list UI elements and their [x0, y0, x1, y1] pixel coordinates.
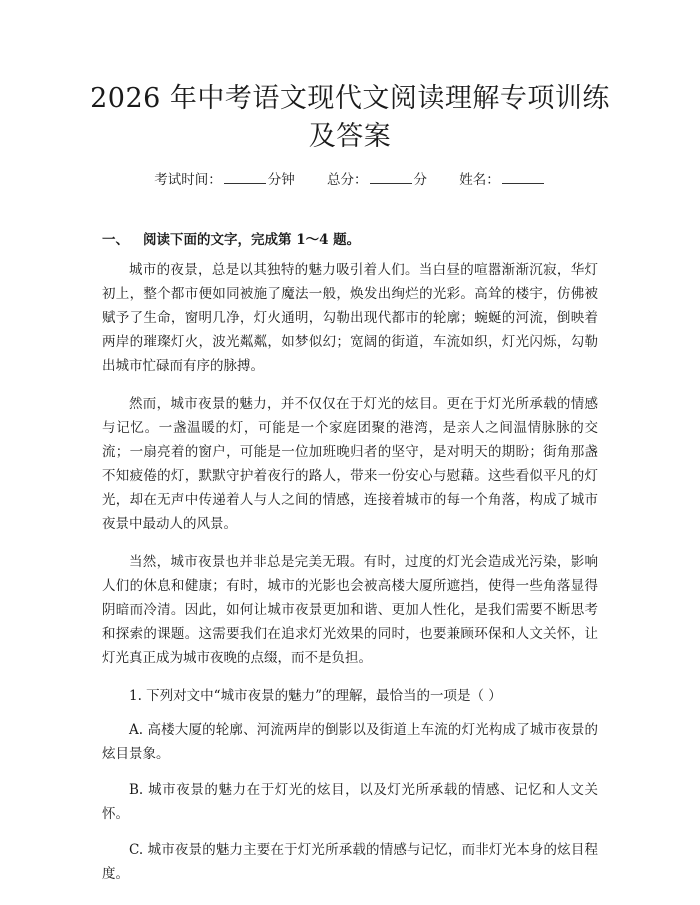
total-score-blank[interactable]	[370, 169, 412, 184]
exam-time-label: 考试时间：	[154, 172, 222, 188]
name-blank[interactable]	[502, 169, 544, 184]
passage-paragraph: 城市的夜景，总是以其独特的魅力吸引着人们。当白昼的喧嚣渐渐沉寂，华灯初上，整个都市便如同被施了魔法一般，焕发出绚烂的光彩。高耸的楼宇，仿佛被赋予了生命，窗明几净，灯火通明，勾勒出现代都市的轮廓；蜿蜒的河流，倒映着两岸的璀璨灯火，波光粼粼，如梦似幻；宽阔的街道，车流如织，灯光闪烁，勾勒出城市忙碌而有序的脉搏。	[102, 262, 598, 374]
total-score-unit: 分	[413, 172, 427, 188]
total-score-field	[327, 172, 431, 188]
passage-paragraph: 当然，城市夜景也并非总是完美无瑕。有时，过度的灯光会造成光污染，影响人们的休息和健康；有时，城市的光影也会被高楼大厦所遮挡，使得一些角落显得阴暗而冷清。因此，如何让城市夜景更加和谐、更加人性化，是我们需要不断思考和探索的课题。这需要我们在追求灯光效果的同时，也要兼顾环保和人文关怀，让灯光真正成为城市夜晚的点缀，而不是负担。	[102, 554, 598, 666]
exam-time-field	[154, 172, 299, 188]
answer-option-b: B. 城市夜景的魅力在于灯光的炫目，以及灯光所承载的情感、记忆和人文关怀。	[102, 782, 598, 822]
name-field	[459, 172, 546, 188]
section-instruction: 阅读下面的文字，完成第 1～4 题。	[143, 232, 361, 248]
section-heading	[102, 230, 360, 250]
exam-time-blank[interactable]	[224, 169, 266, 184]
answer-option-c: C. 城市夜景的魅力主要在于灯光所承载的情感与记忆，而非灯光本身的炫目程度。	[102, 842, 598, 882]
exam-time-unit: 分钟	[267, 172, 295, 188]
name-label: 姓名：	[459, 172, 500, 188]
reading-passage	[102, 258, 598, 898]
section-number: 一、	[102, 232, 129, 248]
document-title: 2026 年中考语文现代文阅读理解专项训练及答案	[90, 83, 610, 152]
question-stem: 1. 下列对文中“城市夜景的魅力”的理解，最恰当的一项是（ ）	[129, 688, 502, 704]
total-score-label: 总分：	[327, 172, 368, 188]
passage-paragraph: 然而，城市夜景的魅力，并不仅仅在于灯光的炫目。更在于灯光所承载的情感与记忆。一盏温暖的灯，可能是一个家庭团聚的港湾，是亲人之间温情脉脉的交流；一扇亮着的窗户，可能是一位加班晚归者的坚守，是对明天的期盼；街角那盏不知疲倦的灯，默默守护着夜行的路人，带来一份安心与慰藉。这些看似平凡的灯光，却在无声中传递着人与人之间的情感，连接着城市的每一个角落，构成了城市夜景中最动人的风景。	[102, 396, 598, 532]
answer-option-a: A. 高楼大厦的轮廓、河流两岸的倒影以及街道上车流的灯光构成了城市夜景的炫目景象。	[102, 722, 598, 762]
exam-info-line	[0, 169, 700, 190]
